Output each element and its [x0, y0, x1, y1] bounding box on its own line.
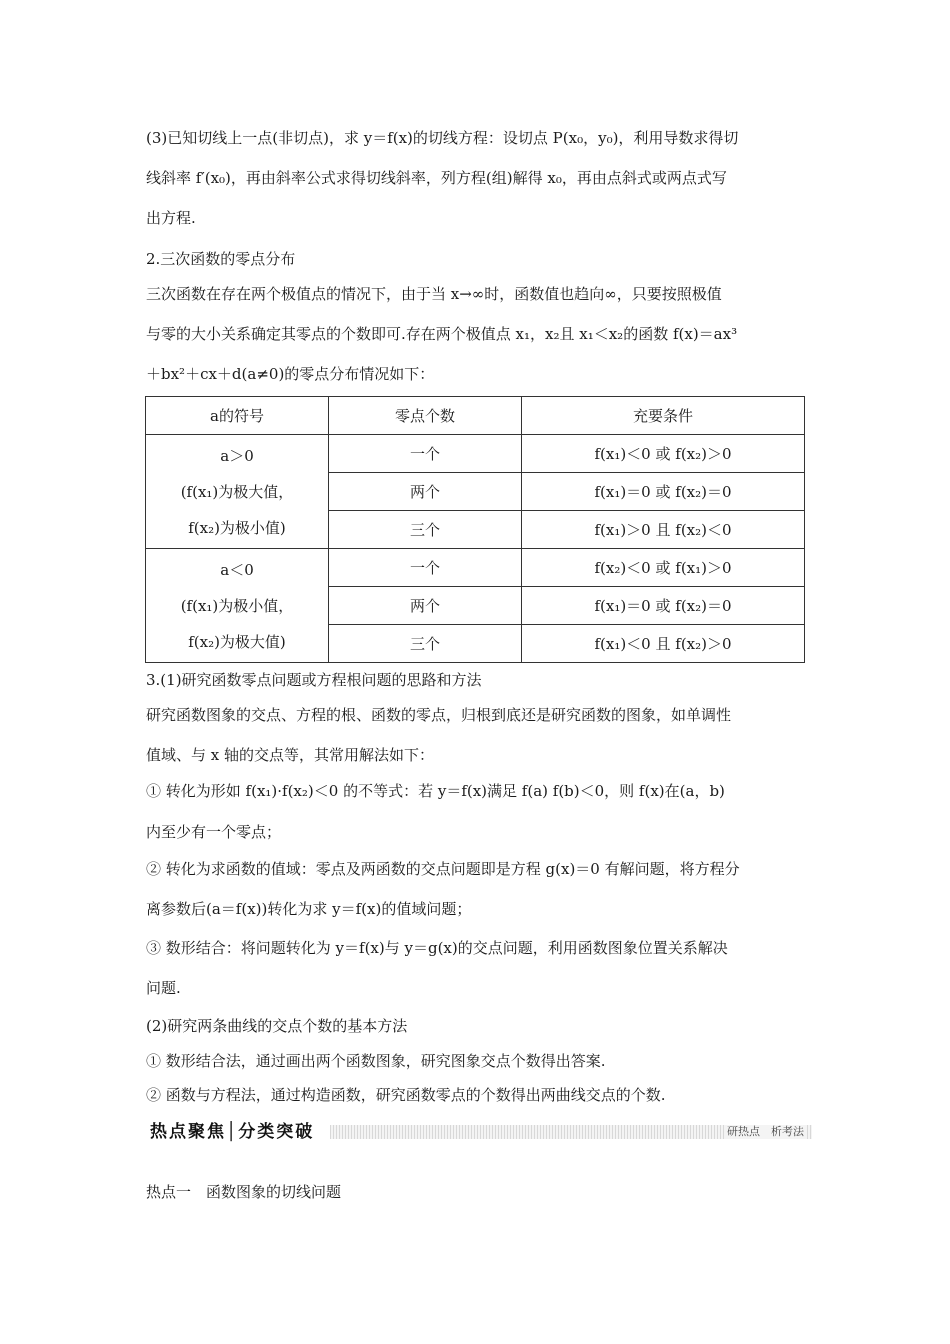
method-m2: ② 函数与方程法，通过构造函数，研究函数零点的个数得出两曲线交点的个数. — [146, 1086, 666, 1104]
table-row — [146, 549, 805, 587]
sign-label: a＜0 — [220, 560, 254, 579]
p3-line3: 出方程. — [146, 209, 196, 227]
method-item1b: 内至少有一个零点； — [146, 823, 282, 841]
zero-distribution-table — [145, 396, 805, 663]
count-cell: 一个 — [329, 549, 522, 587]
method-item2b: 离参数后(a＝f(x))转化为求 y＝f(x)的值域问题； — [146, 900, 472, 918]
section3-heading: 3.(1)研究函数零点问题或方程根问题的思路和方法 — [146, 671, 482, 689]
section3-intro1: 研究函数图象的交点、方程的根、函数的零点，归根到底还是研究函数的图象，如单调性 — [146, 706, 732, 724]
section3-sub2: (2)研究两条曲线的交点个数的基本方法 — [146, 1017, 408, 1035]
table-header-row — [146, 397, 805, 435]
condition-cell: f(x₁)＜0 且 f(x₂)＞0 — [522, 625, 805, 663]
section-banner — [146, 1120, 812, 1144]
banner-title: 热点聚焦│分类突破 — [150, 1122, 315, 1142]
sign-cell-positive — [146, 435, 329, 549]
sign-note: (f(x₁)为极大值， — [180, 482, 294, 501]
section2-para1: 三次函数在存在两个极值点的情况下，由于当 x→∞时，函数值也趋向∞，只要按照极值 — [146, 285, 722, 303]
p3-line2: 线斜率 f′(x₀)，再由斜率公式求得切线斜率，列方程(组)解得 x₀，再由点斜式或两点式写 — [146, 169, 727, 187]
section2-heading: 2.三次函数的零点分布 — [146, 250, 296, 268]
count-cell: 三个 — [329, 511, 522, 549]
count-cell: 一个 — [329, 435, 522, 473]
sign-note: (f(x₁)为极小值， — [180, 596, 294, 615]
condition-cell: f(x₁)＝0 或 f(x₂)＝0 — [522, 473, 805, 511]
condition-cell: f(x₁)＝0 或 f(x₂)＝0 — [522, 587, 805, 625]
condition-cell: f(x₁)＞0 且 f(x₂)＜0 — [522, 511, 805, 549]
count-cell: 三个 — [329, 625, 522, 663]
hotspot-heading: 热点一 函数图象的切线问题 — [146, 1183, 342, 1201]
header-condition: 充要条件 — [522, 397, 805, 435]
condition-cell: f(x₂)＜0 或 f(x₁)＞0 — [522, 549, 805, 587]
header-sign: a的符号 — [146, 397, 329, 435]
condition-cell: f(x₁)＜0 或 f(x₂)＞0 — [522, 435, 805, 473]
count-cell: 两个 — [329, 587, 522, 625]
sign-note: f(x₂)为极小值) — [188, 518, 286, 537]
p3-line1: (3)已知切线上一点(非切点)，求 y＝f(x)的切线方程：设切点 P(x₀，y₀)，利用导数求得切 — [146, 129, 739, 147]
method-item3b: 问题. — [146, 979, 181, 997]
method-m1: ① 数形结合法，通过画出两个函数图象，研究图象交点个数得出答案. — [146, 1052, 606, 1070]
header-count: 零点个数 — [329, 397, 522, 435]
sign-label: a＞0 — [220, 446, 254, 465]
count-cell: 两个 — [329, 473, 522, 511]
section2-para2: 与零的大小关系确定其零点的个数即可.存在两个极值点 x₁，x₂且 x₁＜x₂的函数 f(x)＝ax³ — [146, 325, 738, 343]
method-item3a: ③ 数形结合：将问题转化为 y＝f(x)与 y＝g(x)的交点问题，利用函数图象位置关系解决 — [146, 939, 728, 957]
table-row — [146, 435, 805, 473]
method-item2a: ② 转化为求函数的值域：零点及两函数的交点问题即是方程 g(x)＝0 有解问题，将方程分 — [146, 860, 740, 878]
sign-note: f(x₂)为极大值) — [188, 632, 286, 651]
section2-para3: ＋bx²＋cx＋d(a≠0)的零点分布情况如下： — [146, 365, 435, 383]
banner-subtitle: 研热点 析考法 — [727, 1125, 804, 1138]
sign-cell-negative — [146, 549, 329, 663]
method-item1a: ① 转化为形如 f(x₁)·f(x₂)＜0 的不等式：若 y＝f(x)满足 f(a) f(b)＜0，则 f(x)在(a，b) — [146, 782, 725, 800]
section3-intro2: 值域、与 x 轴的交点等，其常用解法如下： — [146, 746, 434, 764]
